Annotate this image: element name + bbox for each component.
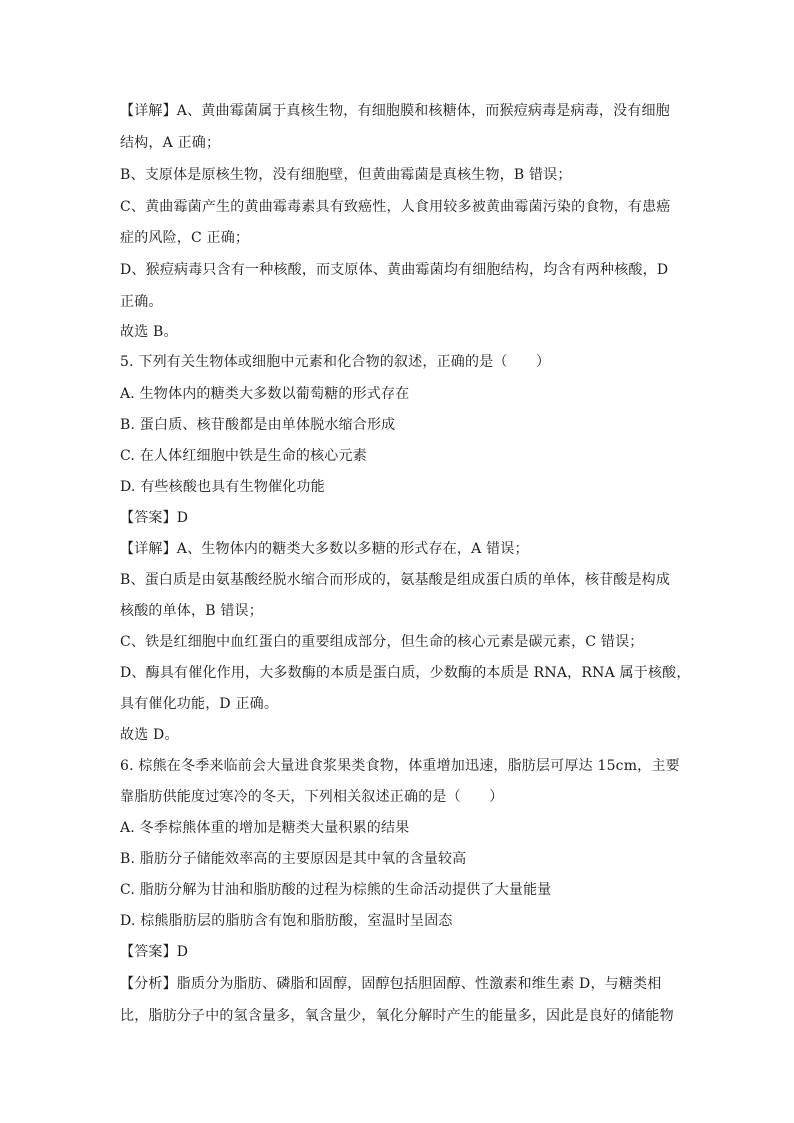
detail-paragraph-q4-line-1: 【详解】A、黄曲霉菌属于真核生物，有细胞膜和核糖体，而猴痘病毒是病毒，没有细胞 <box>120 103 670 119</box>
detail-paragraph-q4-line-2: 结构，A 正确； <box>120 135 221 151</box>
question-6-option-a: A. 冬季棕熊体重的增加是糖类大量积累的结果 <box>120 820 410 836</box>
question-5-option-a: A. 生物体内的糖类大多数以葡萄糖的形式存在 <box>120 386 410 402</box>
detail-paragraph-q4-line-3: B、支原体是原核生物，没有细胞壁，但黄曲霉菌是真核生物，B 错误； <box>120 167 572 183</box>
question-6-answer: 【答案】D <box>120 944 189 960</box>
choice-conclusion-q4: 故选 B。 <box>120 324 178 340</box>
detail-paragraph-q5-line-1: 【详解】A、生物体内的糖类大多数以多糖的形式存在，A 错误； <box>120 541 529 557</box>
detail-paragraph-q4-line-5: 症的风险，C 正确； <box>120 230 250 246</box>
detail-paragraph-q4-line-4: C、黄曲霉菌产生的黄曲霉毒素具有致癌性，人食用较多被黄曲霉菌污染的食物，有患癌 <box>120 199 671 215</box>
detail-paragraph-q5-line-4: C、铁是红细胞中血红蛋白的重要组成部分，但生命的核心元素是碳元素，C 错误； <box>120 634 644 650</box>
choice-conclusion-q5: 故选 D。 <box>120 727 179 743</box>
detail-paragraph-q5-line-6: 具有催化功能，D 正确。 <box>120 696 279 712</box>
question-5-option-c: C. 在人体红细胞中铁是生命的核心元素 <box>120 448 367 464</box>
question-5-option-b: B. 蛋白质、核苷酸都是由单体脱水缩合形成 <box>120 417 396 433</box>
question-5-option-d: D. 有些核酸也具有生物催化功能 <box>120 479 325 495</box>
detail-paragraph-q5-line-5: D、酶具有催化作用，大多数酶的本质是蛋白质，少数酶的本质是 RNA，RNA 属于核酸， <box>120 665 691 681</box>
question-6-stem-line-1: 6. 棕熊在冬季来临前会大量进食浆果类食物，体重增加迅速，脂肪层可厚达 15cm，主要 <box>120 758 680 774</box>
question-5-answer: 【答案】D <box>120 510 189 526</box>
analysis-paragraph-q6-line-2: 比，脂肪分子中的氢含量多，氧含量少，氧化分解时产生的能量多，因此是良好的储能物 <box>120 1008 674 1024</box>
question-6-stem-line-2: 靠脂肪供能度过寒冷的冬天，下列相关叙述正确的是（ ） <box>120 789 504 805</box>
question-5-stem: 5. 下列有关生物体或细胞中元素和化合物的叙述，正确的是（ ） <box>120 354 551 370</box>
question-6-option-b: B. 脂肪分子储能效率高的主要原因是其中氧的含量较高 <box>120 851 467 867</box>
detail-paragraph-q4-line-7: 正确。 <box>120 294 163 310</box>
detail-paragraph-q4-line-6: D、猴痘病毒只含有一种核酸，而支原体、黄曲霉菌均有细胞结构，均含有两种核酸，D <box>120 262 669 278</box>
question-6-option-d: D. 棕熊脂肪层的脂肪含有饱和脂肪酸，室温时呈固态 <box>120 913 453 929</box>
detail-paragraph-q5-line-3: 核酸的单体，B 错误； <box>120 603 263 619</box>
detail-paragraph-q5-line-2: B、蛋白质是由氨基酸经脱水缩合而形成的，氨基酸是组成蛋白质的单体，核苷酸是构成 <box>120 572 671 588</box>
question-6-option-c: C. 脂肪分解为甘油和脂肪酸的过程为棕熊的生命活动提供了大量能量 <box>120 882 552 898</box>
analysis-paragraph-q6-line-1: 【分析】脂质分为脂肪、磷脂和固醇，固醇包括胆固醇、性激素和维生素 D，与糖类相 <box>120 976 662 992</box>
